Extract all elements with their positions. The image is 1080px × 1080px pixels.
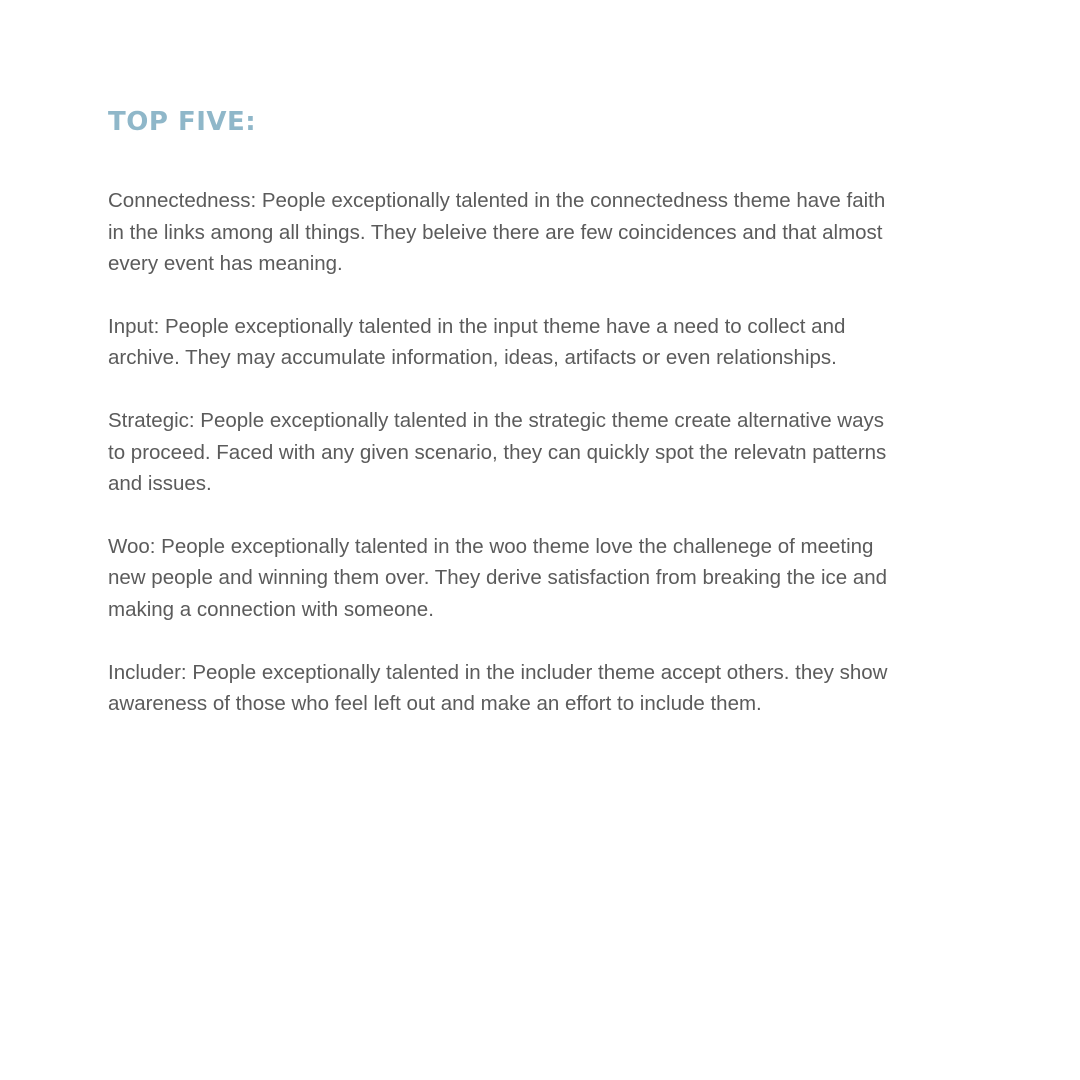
strength-includer: Includer: People exceptionally talented in the includer theme accept others. they show awareness of those who feel left out and make an effort to include them. — [108, 660, 888, 716]
strength-strategic: Strategic: People exceptionally talented in the strategic theme create alternative ways to proceed. Faced with any given scenario, they can quickly spot the relevatn patterns and issues. — [108, 408, 887, 496]
strength-connectedness: Connectedness: People exceptionally talented in the connectedness theme have faith in the links among all things. They beleive there are few coincidences and that almost every event has meaning. — [108, 189, 886, 276]
strength-input: Input: People exceptionally talented in the input theme have a need to collect and archive. They may accumulate information, ideas, artifacts or even relationships. — [108, 314, 846, 370]
page-title: TOP FIVE: — [108, 107, 257, 137]
strengths-list — [108, 185, 898, 720]
content-area — [108, 104, 898, 751]
strength-woo: Woo: People exceptionally talented in the woo theme love the challenege of meeting new people and winning them over. They derive satisfaction from breaking the ice and making a connection with someone. — [108, 534, 888, 621]
